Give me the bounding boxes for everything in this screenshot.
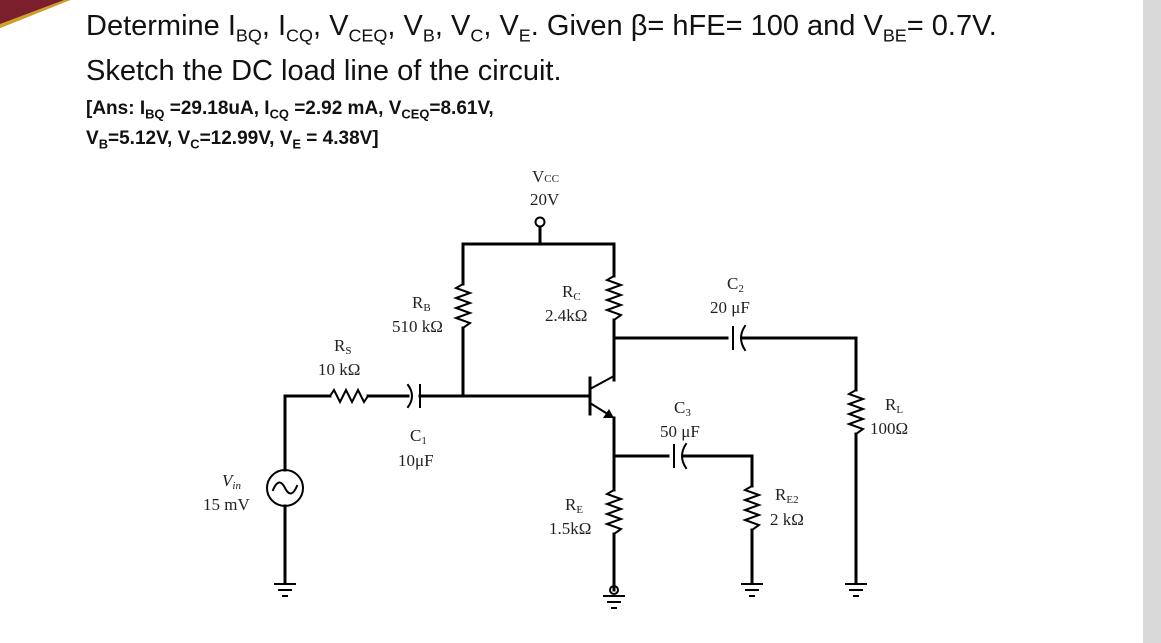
rl-value: 100Ω xyxy=(870,419,909,438)
re-label: RE xyxy=(565,495,584,516)
ground-symbols xyxy=(274,584,867,608)
rs-label: RS xyxy=(334,336,352,357)
c3-value: 50 μF xyxy=(660,422,700,441)
c1-label: C1 xyxy=(410,426,427,447)
ground-icon xyxy=(274,584,296,596)
rc-resistor xyxy=(607,276,621,320)
answer-line-1: [Ans: $I_{BQ} =29.18uA$, $I_{CQ} =2.92$ mA, $V_{CEQ}=8.61V$, xyxy=(86,98,494,122)
vcc-terminal xyxy=(536,218,545,227)
answer-line-2: $V_B=5.12V$, $V_C=12.99V$, $V_E = 4.38V$] xyxy=(86,128,379,152)
vcc-label: VCC xyxy=(532,167,559,186)
c3-label: C3 xyxy=(674,398,691,419)
rb-value: 510 kΩ xyxy=(392,317,443,336)
rs-value: 10 kΩ xyxy=(318,360,361,379)
rl-label: RL xyxy=(885,395,904,416)
question-line-1: Determine $I_{BQ}$, $I_{CQ}$, $V_{CEQ}$, $V_B$, $V_C$, $V_E$. Given β= hFE= 100 and $V_{BE}= 0.7V$. xyxy=(86,10,997,46)
vin-label: Vin xyxy=(222,471,241,492)
c1-value: 10μF xyxy=(398,451,434,470)
vcc-value: 20V xyxy=(530,190,560,209)
rc-label: RC xyxy=(562,282,581,303)
sine-icon xyxy=(273,482,297,493)
rb-label: RB xyxy=(412,293,431,314)
ground-icon xyxy=(603,596,625,608)
ground-icon xyxy=(845,584,867,596)
rb-resistor xyxy=(456,284,470,328)
re-resistor xyxy=(607,490,621,534)
c2-label: C2 xyxy=(727,274,744,295)
re-value: 1.5kΩ xyxy=(549,519,592,538)
re2-label: RE2 xyxy=(775,485,799,506)
rl-resistor xyxy=(849,390,863,434)
rs-resistor xyxy=(330,390,368,402)
rc-value: 2.4kΩ xyxy=(545,306,588,325)
emitter-arrow xyxy=(603,409,614,418)
ground-icon xyxy=(741,584,763,596)
re2-resistor xyxy=(745,486,759,530)
c2-value: 20 μF xyxy=(710,298,750,317)
question-line-2: Sketch the DC load line of the circuit. xyxy=(86,55,562,87)
transistor-collector-lead xyxy=(590,376,614,389)
re2-value: 2 kΩ xyxy=(770,510,804,529)
vin-value: 15 mV xyxy=(203,495,250,514)
